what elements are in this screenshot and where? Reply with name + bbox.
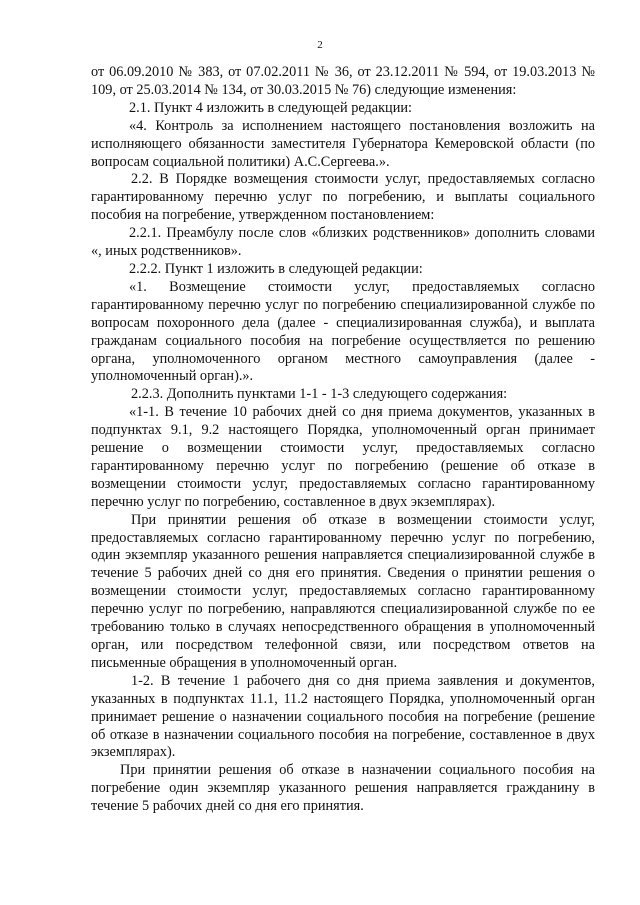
paragraph-refusal-allowance: При принятии решения об отказе в назначении социального пособия на погребение один экземпляр указанного решения направляется гражданину в течение 5 рабочих дней со дня его принятия. [91,762,595,815]
paragraph-2-2-3: 2.2.3. Дополнить пунктами 1-1 - 1-3 следующего содержания: [131,386,508,403]
paragraph-refusal-compensation: При принятии решения об отказе в возмещении стоимости услуг, предоставляемых согласно гарантированному перечню услуг по погребению, один экземпляр указанного решения направляется специализированной службе в течение 5 рабочих дней со дня его принятия. Сведения о принятии решения о возмещении стоимости услуг, предоставляемых согласно гарантированному перечню услуг по погребению, направляются специализированной службе по ее требованию только в случаях непосредственного обращения в уполномоченный орган, или посредством телефонной связи, или посредством ответов на письменные обращения в уполномоченный орган. [91,511,595,671]
paragraph-2-2: 2.2. В Порядке возмещения стоимости услуг, предоставляемых согласно гарантированному перечню услуг по погребению, и выплаты социального пособия на погребение, утвержденном постановлением: [91,171,595,224]
paragraph-quote-1-1: «1-1. В течение 10 рабочих дней со дня приема документов, указанных в подпунктах 9.1, 9.2 настоящего Порядка, уполномоченный орган принимает решение о возмещении стоимости услуг, предоставляемых согласно гарантированному перечню услуг по погребению (решение об отказе в возмещении стоимости услуг, предоставляемых согласно гарантированному перечню услуг по погребению, составленное в двух экземплярах). [91,404,595,510]
paragraph-2-1: 2.1. Пункт 4 изложить в следующей редакции: [129,99,412,116]
paragraph-2-2-2: 2.2.2. Пункт 1 изложить в следующей редакции: [129,260,423,277]
paragraph-2-2-1: 2.2.1. Преамбулу после слов «близких родственников» дополнить словами «, иных родственников». [91,225,595,260]
paragraph-amendment-list: от 06.09.2010 № 383, от 07.02.2011 № 36, от 23.12.2011 № 594, от 19.03.2013 № 109, от 25.03.2014 № 134, от 30.03.2015 № 76) следующие изменения: [91,64,595,98]
paragraph-quote-1: «1. Возмещение стоимости услуг, предоставляемых согласно гарантированному перечню услуг по погребению специализированной службе по вопросам похоронного дела (далее - специализированная служба), и выплата гражданам социального пособия на погребение осуществляется по решению органа, уполномоченного органом местного самоуправления (далее - уполномоченный орган).». [91,278,595,385]
document-body [91,64,595,816]
paragraph-quote-4: «4. Контроль за исполнением настоящего постановления возложить на исполняющего обязанности заместителя Губернатора Кемеровской области (по вопросам социальной политики) А.С.Сергеева.». [91,117,595,170]
paragraph-1-2: 1-2. В течение 1 рабочего дня со дня приема заявления и документов, указанных в подпунктах 11.1, 11.2 настоящего Порядка, уполномоченный орган принимает решение о назначении социального пособия на погребение (решение об отказе в назначении социального пособия на погребение, составленное в двух экземплярах). [91,672,595,761]
page-number: 2 [317,39,323,51]
